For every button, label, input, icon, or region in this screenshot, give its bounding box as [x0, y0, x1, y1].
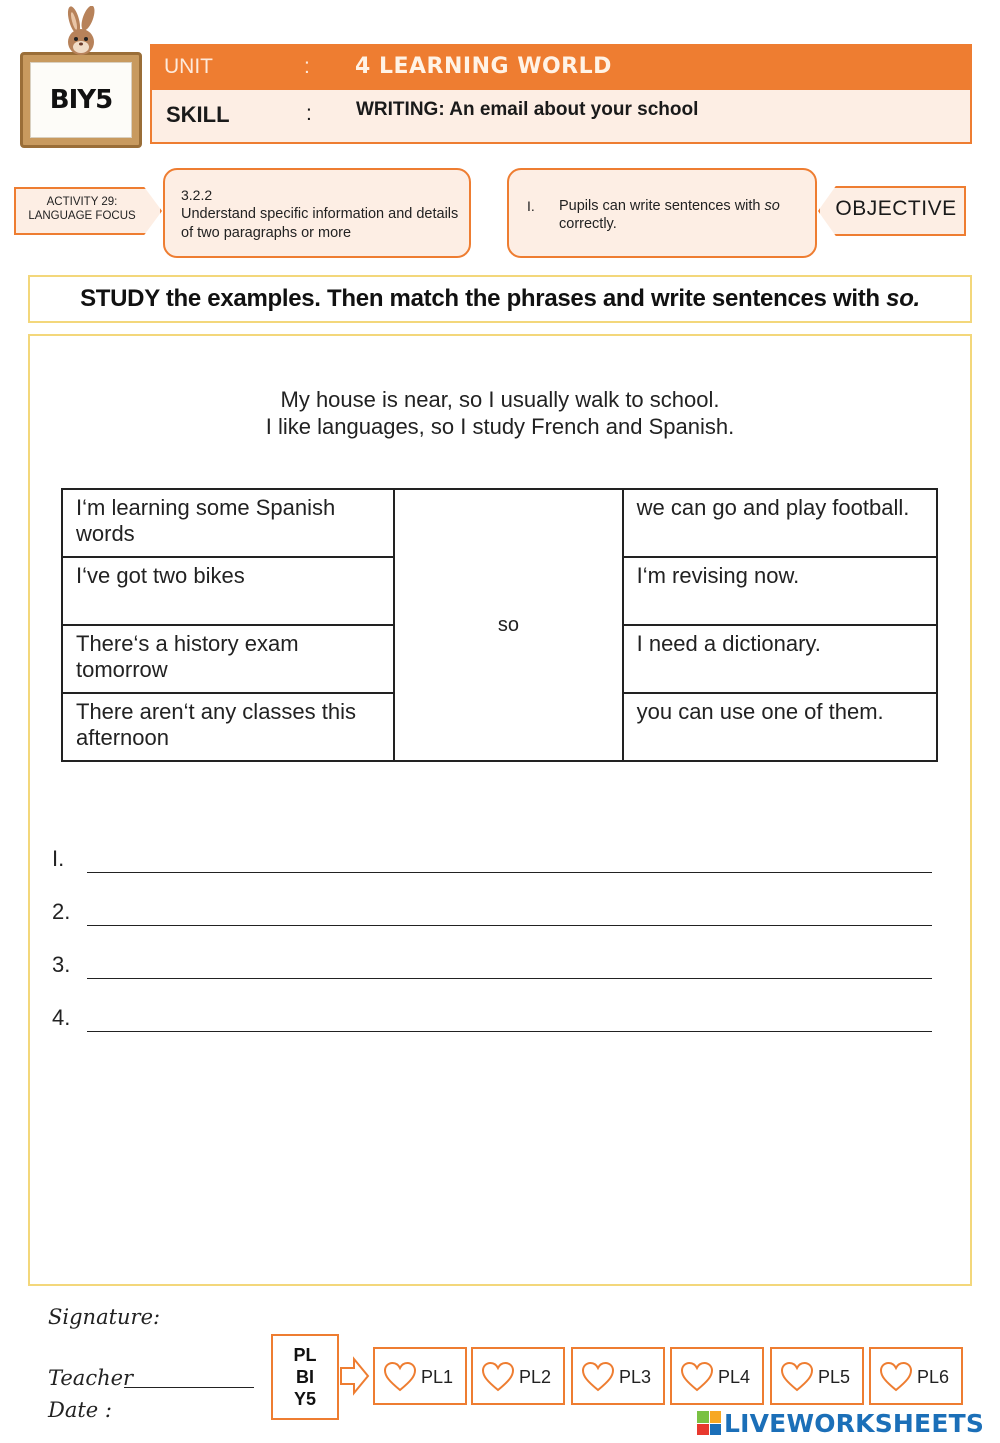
matching-table	[61, 488, 938, 762]
example-sentence-1: My house is near, so I usually walk to school.	[280, 387, 720, 412]
pl-label: PL6	[917, 1367, 950, 1387]
learning-standard-box	[163, 168, 471, 258]
heart-icon	[780, 1361, 814, 1393]
liveworksheets-logo[interactable]	[697, 1408, 984, 1438]
answer-number: I.	[52, 846, 65, 871]
answer-line-1[interactable]	[52, 846, 932, 876]
right-phrase-4[interactable]: you can use one of them.	[623, 693, 937, 761]
objective-text-end: correctly.	[559, 216, 617, 232]
heart-icon	[680, 1361, 714, 1393]
performance-level-pl5[interactable]	[770, 1347, 864, 1405]
liveworksheets-icon	[697, 1411, 721, 1435]
left-phrase-4[interactable]: There aren‘t any classes this afternoon	[62, 693, 394, 761]
performance-level-pl1[interactable]	[373, 1347, 467, 1405]
instruction-banner	[28, 275, 972, 323]
example-sentences	[0, 386, 1000, 440]
left-phrase-3[interactable]: There‘s a history exam tomorrow	[62, 625, 394, 693]
unit-colon: :	[304, 55, 310, 78]
activity-number: ACTIVITY 29:	[46, 196, 118, 208]
teacher-label: Teacher	[48, 1366, 134, 1390]
answer-line-2[interactable]	[52, 899, 932, 929]
answer-number: 2.	[52, 899, 71, 924]
pl-label: PL3	[619, 1367, 652, 1387]
activity-type: LANGUAGE FOCUS	[28, 210, 136, 222]
instruction-main: STUDY the examples. Then match the phrases and write sentences with	[80, 285, 887, 312]
answer-rule	[87, 872, 932, 873]
skill-value: WRITING: An email about your school	[356, 99, 699, 120]
teacher-signature-line[interactable]	[124, 1387, 254, 1388]
right-phrase-3[interactable]: I need a dictionary.	[623, 625, 937, 693]
heart-icon	[481, 1361, 515, 1393]
course-logo-text: BIY5	[30, 62, 132, 138]
example-sentence-2: I like languages, so I study French and Spanish.	[265, 414, 735, 439]
unit-bar	[150, 44, 972, 90]
performance-level-tag	[271, 1334, 339, 1420]
exercise-panel	[28, 334, 972, 1286]
pl-tag-line-2: BI	[296, 1367, 314, 1387]
answer-number: 3.	[52, 952, 71, 977]
pl-label: PL1	[421, 1367, 454, 1387]
objective-text-start: Pupils can write sentences with	[559, 198, 765, 214]
objective-text-so: so	[764, 198, 780, 214]
pl-tag-line-1: PL	[293, 1345, 317, 1365]
pl-label: PL4	[718, 1367, 751, 1387]
skill-label: SKILL	[166, 102, 230, 127]
activity-tag	[14, 195, 150, 223]
heart-icon	[581, 1361, 615, 1393]
pl-label: PL5	[818, 1367, 851, 1387]
signature-label: Signature:	[48, 1305, 161, 1329]
performance-level-pl4[interactable]	[670, 1347, 764, 1405]
answer-rule	[87, 1031, 932, 1032]
unit-label: UNIT	[164, 55, 213, 78]
left-phrase-2[interactable]: I‘ve got two bikes	[62, 557, 394, 625]
right-phrase-1[interactable]: we can go and play football.	[623, 489, 937, 557]
heart-icon	[879, 1361, 913, 1393]
right-phrase-2[interactable]: I‘m revising now.	[623, 557, 937, 625]
objective-tag: OBJECTIVE	[835, 197, 957, 220]
performance-level-pl6[interactable]	[869, 1347, 963, 1405]
heart-icon	[383, 1361, 417, 1393]
date-label: Date :	[48, 1398, 112, 1422]
answer-number: 4.	[52, 1005, 71, 1030]
performance-level-pl2[interactable]	[471, 1347, 565, 1405]
answer-line-3[interactable]	[52, 952, 932, 982]
answer-line-4[interactable]	[52, 1005, 932, 1035]
bunny-mascot-icon	[52, 6, 112, 64]
connector-so: so	[394, 489, 622, 761]
liveworksheets-wordmark: LIVEWORKSHEETS	[724, 1408, 985, 1438]
learning-standard-code: 3.2.2	[181, 187, 213, 203]
table-row	[62, 489, 937, 557]
course-logo-board	[20, 52, 142, 148]
skill-colon: :	[306, 102, 312, 125]
arrow-right-icon	[340, 1356, 370, 1396]
pl-tag-line-3: Y5	[293, 1389, 317, 1409]
objective-number: I.	[527, 198, 535, 214]
pl-label: PL2	[519, 1367, 552, 1387]
answer-rule	[87, 978, 932, 979]
learning-standard-description: Understand specific information and details of two paragraphs or more	[181, 206, 459, 241]
left-phrase-1[interactable]: I‘m learning some Spanish words	[62, 489, 394, 557]
unit-value: 4 LEARNING WORLD	[355, 54, 612, 79]
performance-level-pl3[interactable]	[571, 1347, 665, 1405]
objective-box	[507, 168, 817, 258]
answer-rule	[87, 925, 932, 926]
instruction-text	[80, 285, 920, 313]
objective-text	[559, 197, 809, 233]
skill-bar	[150, 90, 972, 144]
instruction-so: so.	[886, 285, 920, 312]
